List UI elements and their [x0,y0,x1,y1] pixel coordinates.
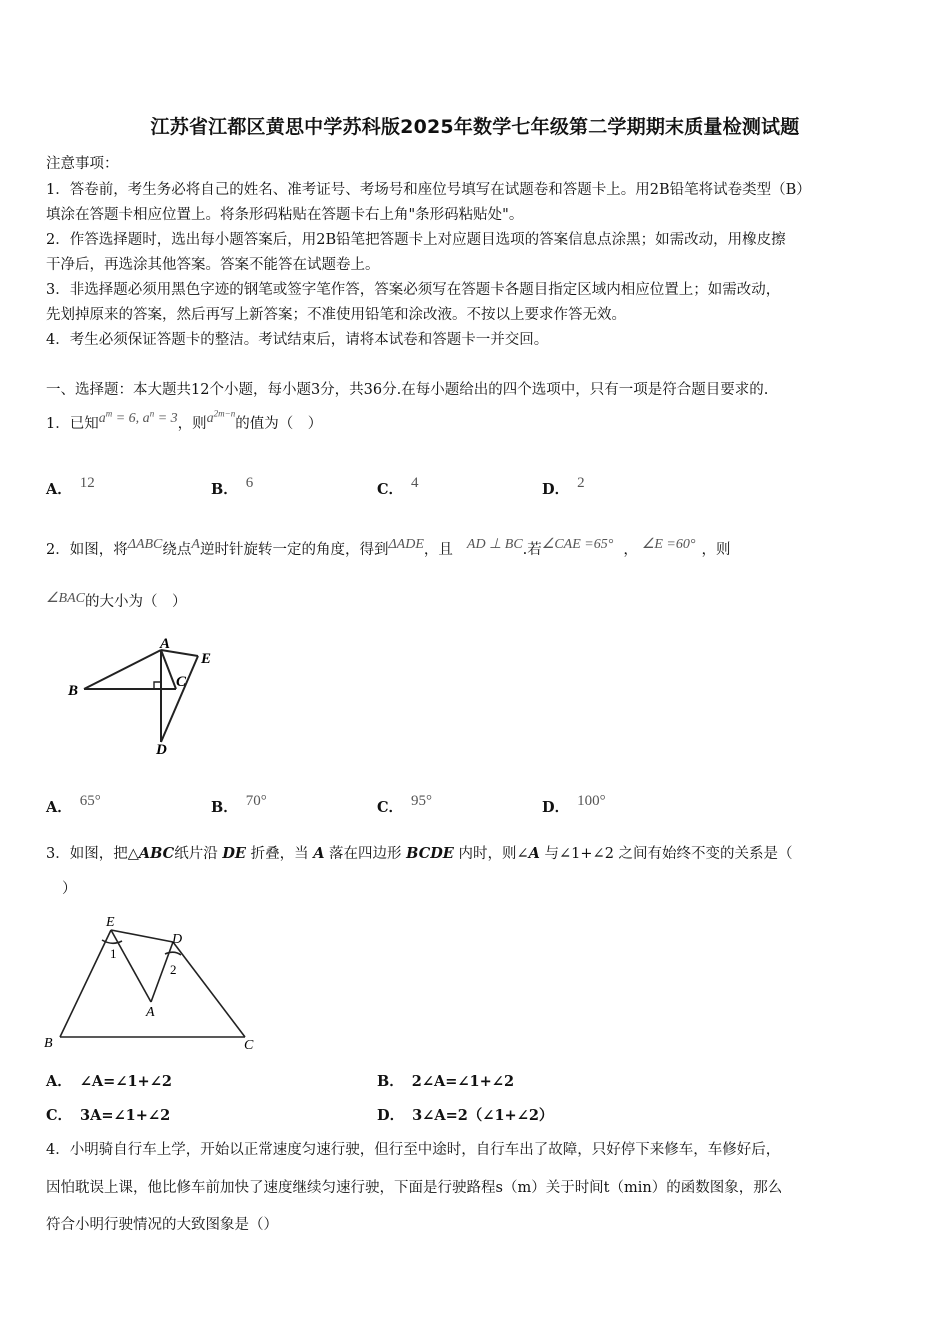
q3-figure [40,910,270,1060]
q3-label-1: 1 [110,946,117,961]
q3-arc-2 [165,952,181,955]
notice-line-7: 4．考生必须保证答题卡的整洁。考试结束后，请将本试卷和答题卡一并交回。 [46,332,549,348]
q2-option-b[interactable]: B． 70° [211,793,267,816]
q2-seg-ba [84,650,161,689]
notice-heading: 注意事项： [46,156,119,172]
q2-right-angle [154,682,161,689]
q3-seg-dc [173,942,245,1037]
q3-label-2: 2 [170,962,177,977]
q1-prefix: 1．已知 [46,416,99,432]
q1-option-d[interactable]: D． 2 [542,475,585,498]
q2-seg-ed [161,656,198,742]
q1-expression: $a^{2m-n}$ [206,408,236,426]
q3-label-d: D [172,932,183,947]
question-4-line-3: 符合小明行驶情况的大致图象是（） [46,1217,278,1233]
notice-line-4: 干净后，再选涂其他答案。答案不能答在试题卷上。 [46,257,380,273]
q2-label-c: C [176,674,187,690]
q3-label-b: B [44,1036,53,1051]
notice-line-5: 3．非选择题必须用黑色字迹的钢笔或签字笔作答，答案必须写在答题卡各题目指定区域内相应位置上；如需改动， [46,282,781,298]
q3-seg-ea [111,930,151,1002]
question-4-line-2: 因怕耽误上课，他比修车前加快了速度继续匀速行驶，下面是行驶路程s（m）关于时间t（min）的函数图象，那么 [46,1180,783,1196]
question-2: 2．如图，将ΔABC绕点A逆时针旋转一定的角度，得到ΔADE，且 AD ⊥ BC.若∠CAE =65° ， ∠E =60° ，则 [46,537,731,558]
q2-label-d: D [156,742,167,758]
q1-option-b[interactable]: B． 6 [211,475,254,498]
q1-mid: ，则 [177,416,207,432]
q3-label-e: E [106,915,115,930]
page-title: 江苏省江都区黄思中学苏科版2025年数学七年级第二学期期末质量检测试题 [150,116,800,138]
question-4-line-1: 4．小明骑自行车上学，开始以正常速度匀速行驶，但行至中途时，自行车出了故障，只好停下来修车，车修好后， [46,1142,781,1158]
q2-label-e: E [201,651,212,667]
q3-label-a: A [146,1005,155,1020]
q3-label-c: C [244,1038,254,1053]
q2-option-c[interactable]: C． 95° [377,793,433,816]
q3-seg-ed [111,930,173,942]
notice-line-1: 1．答卷前，考生务必将自己的姓名、准考证号、考场号和座位号填写在试题卷和答题卡上。用2B铅笔将试卷类型（B） [46,182,811,198]
q2-label-a: A [160,636,171,652]
question-3-line-2: ） [62,881,77,897]
q2-option-a[interactable]: A． 65° [46,793,101,816]
q1-condition: $a^m = 6$, $a^n = 3$ [98,408,178,426]
section-heading: 一、选择题：本大题共12个小题，每小题3分，共36分.在每小题给出的四个选项中，只有一项是符合题目要求的. [46,382,769,398]
q2-figure [40,632,230,762]
q3-option-d[interactable]: D． 3∠A=2（∠1+∠2） [377,1107,554,1124]
question-3: 3．如图，把△ABC纸片沿 DE 折叠，当 A 落在四边形 BCDE 内时，则∠A 与∠1+∠2 之间有始终不变的关系是（ [46,845,793,862]
notice-line-3: 2．作答选择题时，选出每小题答案后，用2B铅笔把答题卡上对应题目选项的答案信息点涂黑；如需改动，用橡皮擦 [46,232,786,248]
q3-option-a[interactable]: A． ∠A=∠1+∠2 [46,1073,172,1090]
question-2-line-2: ∠BAC的大小为（ ） [46,591,187,610]
q2-option-d[interactable]: D． 100° [542,793,606,816]
notice-line-6: 先划掉原来的答案，然后再写上新答案；不准使用铅笔和涂改液。不按以上要求作答无效。 [46,307,626,323]
q3-option-b[interactable]: B． 2∠A=∠1+∠2 [377,1073,515,1090]
q3-option-c[interactable]: C． 3A=∠1+∠2 [46,1107,171,1124]
question-1 [46,408,323,433]
q3-seg-be [60,930,111,1037]
q2-seg-ac [161,650,176,689]
q1-suffix: 的值为（ ） [235,416,323,432]
q2-label-b: B [68,683,79,699]
notice-line-2: 填涂在答题卡相应位置上。将条形码粘贴在答题卡右上角"条形码粘贴处"。 [46,207,524,223]
q1-option-a[interactable]: A． 12 [46,475,95,498]
q1-option-c[interactable]: C． 4 [377,475,419,498]
